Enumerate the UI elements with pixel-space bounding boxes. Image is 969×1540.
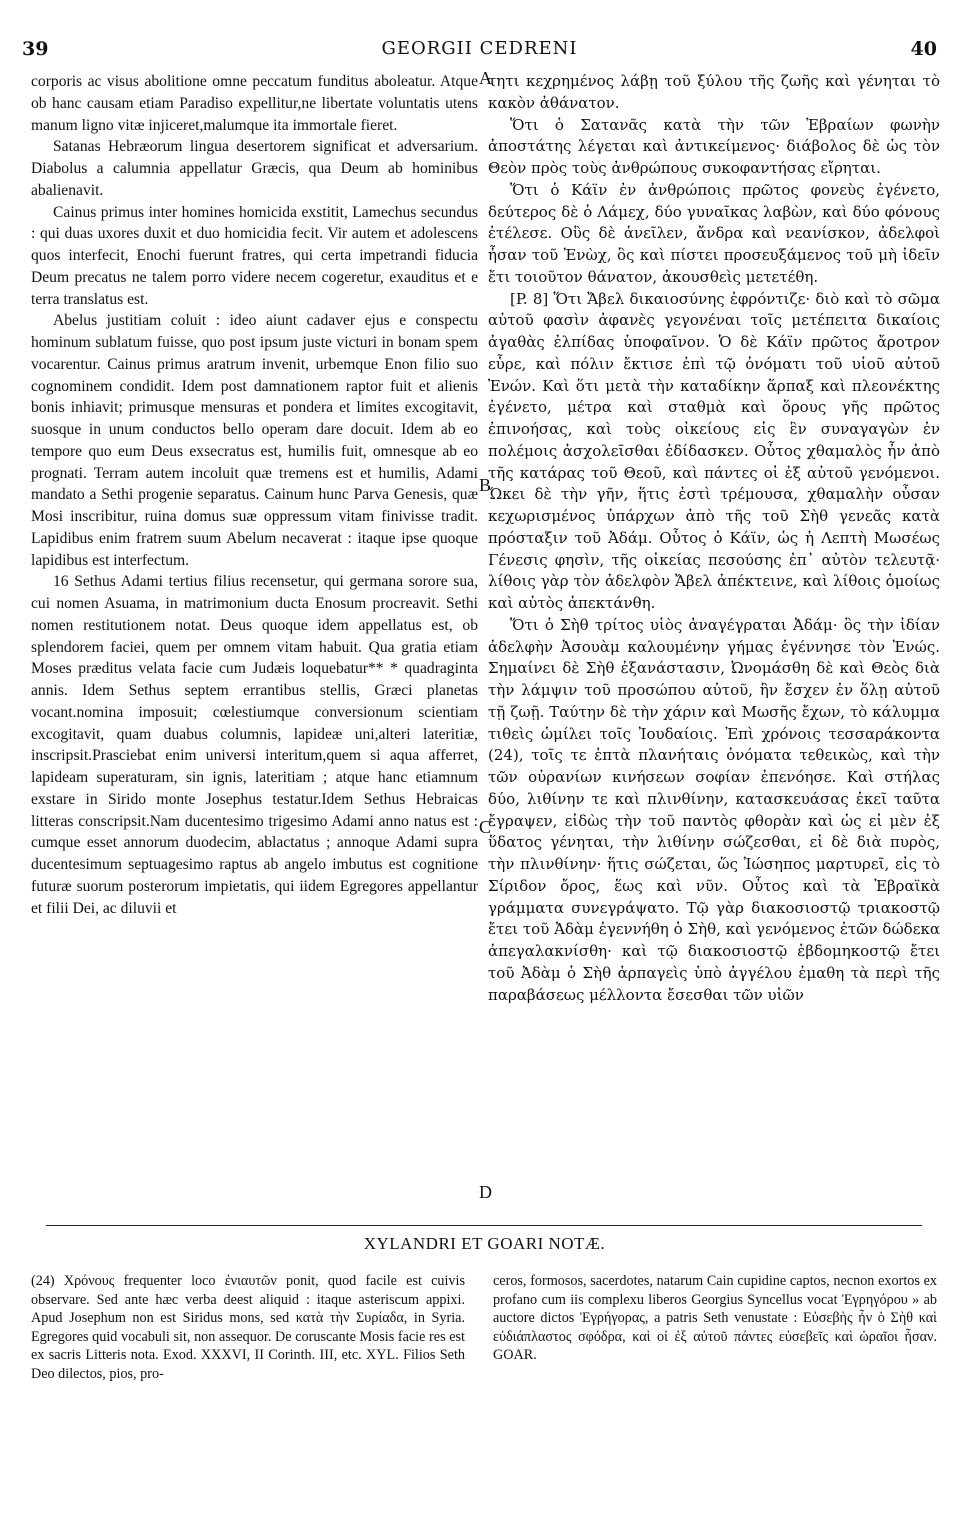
margin-marker-b: B <box>479 475 492 495</box>
margin-marker-a: A <box>479 68 492 88</box>
latin-paragraph: Satanas Hebræorum lingua desertorem significat et adversarium. Diabolus a calumnia appellatur Græcis, qua Deum ab hominibus abalienavit. <box>31 138 478 199</box>
running-title: GEORGII CEDRENI <box>381 38 578 59</box>
latin-paragraph: corporis ac visus abolitione omne peccatum funditus aboleatur. Atque ob hanc causam etiam Paradiso expellitur,ne libertate voluntatis utens manum ligno vitæ injiceret,malumque ita immortale fieret. <box>31 73 478 134</box>
page-header <box>22 38 937 62</box>
latin-paragraph: Abelus justitiam coluit : ideo aiunt cadaver ejus e conspectu hominum sublatum fuisse, quo post ipsum juste victuri in bonam spem vocarentur. Cainus primus aratrum invenit, urbemque Enon filio suo cognominem condidit. Idem post damnationem raptor fuit et alienis bonis inhiavit; primusque mensuras et pondera et limites excogitavit, suosque in unum conductos bello operam dare docuit. Idem ab eo tempore quo eum Deus exsecratus est, humilis fuit, omnesque ab eo prognati. Terram autem incoluit quæ tremens est et humilis, Adami mandato a Sethi progenie separatus. Cainum hunc Parva Genesis, quæ Mosi inscribitur, ruina domus suæ oppressum vitam finivisse tradit. Lapidibus enim fratrem suum Abelum necaverat : itaque ipse quoque lapidibus est interfectum. <box>31 312 478 569</box>
greek-paragraph: [P. 8] Ὅτι Ἄβελ δικαιοσύνης ἐφρόντιζε· διὸ καὶ τὸ σῶμα αὐτοῦ φασὶν ἀφανὲς γεγονέναι τοῖς μετέπειτα δικαίοις ἀγαθὰς ἐλπίδας ὑποφαῖνον. Ὁ δὲ Κάϊν πρῶτος ἄροτρον εὗρε, καὶ πόλιν ἔκτισε ἐπὶ τῷ ὀνόματι τοῦ υἱοῦ αὐτοῦ Ἐνών. Καὶ ὅτι μετὰ τὴν καταδίκην ἅρπαξ καὶ πλεονέκτης ἐγένετο, μέτρα καὶ σταθμὰ καὶ ὅρους γῆς πρῶτος ἐπινοήσας, καὶ τοὺς οἰκείους εἰς ἓν συναγαγὼν ἐν πολέμοις ἀσχολεῖσθαι ἐδίδασκεν. Οὗτος χθαμαλὸς ἦν ἀπὸ τῆς κατάρας τοῦ Θεοῦ, καὶ πάντες οἱ ἐξ αὐτοῦ γενόμενοι. Ὤκει δὲ τὴν γῆν, ἥτις ἐστὶ τρέμουσα, χθαμαλὴν οὖσαν κεχωρισμένος ὑπάρχων ἀπὸ τῆς τοῦ Σὴθ γενεᾶς κατὰ πρόσταξιν τοῦ Ἀδάμ. Οὗτος ὁ Κάϊν, ὡς ἡ Λεπτὴ Μωσέως Γένεσις φησὶν, τῆς οἰκείας πεσούσης ἐπ᾽ αὐτὸν τελευτᾷ· λίθοις γὰρ τὸν ἀδελφὸν Ἄβελ ἀπέκτεινε, καὶ λίθοις ὁμοίως καὶ αὐτὸς ἀπεκτάνθη. <box>488 289 940 612</box>
greek-column <box>488 71 940 1006</box>
note-paragraph: ceros, formosos, sacerdotes, natarum Cain cupidine captos, necnon exortos ex profano cum iis complexu liberos Georgius Syncellus vocat Ἐγρηγόρου » ab auctore dictos Ἐγρήγορας, a patris Seth venustate : Εὐσεβὴς ἦν ὁ Σὴθ καὶ εὐδιάπλαστος σφόδρα, καὶ οἱ ἐξ αὐτοῦ πάντες εὐσεβεῖς καὶ ὡραῖοι ἦσαν. GOAR. <box>493 1273 937 1363</box>
note-paragraph: (24) Χρόνους frequenter loco ἐνιαυτῶν ponit, quod facile est cuivis observare. Sed ante hæc verba deest aliquid : itaque asteriscum appixi. Apud Josephum non est Siridus mons, sed κατὰ τὴν Συρίαδα, in Syria. Egregores quid vocabuli sit, non assequor. De coruscante Mosis facie res est ex sacris Litteris nota. Exod. XXXVI, II Corinth. III, etc. XYL. Filios Seth Deo dilectos, pios, pro- <box>31 1273 465 1382</box>
margin-marker-c: C <box>479 817 492 837</box>
notes-left-column <box>31 1272 465 1383</box>
notes-separator <box>46 1225 922 1226</box>
page-number-left: 39 <box>22 38 49 60</box>
notes-right-column <box>493 1272 937 1365</box>
greek-paragraph: τητι κεχρημένος λάβῃ τοῦ ξύλου τῆς ζωῆς καὶ γένηται τὸ κακὸν ἀθάνατον. <box>488 72 940 112</box>
greek-paragraph: Ὅτι ὁ Κάϊν ἐν ἀνθρώποις πρῶτος φονεὺς ἐγένετο, δεύτερος δὲ ὁ Λάμεχ, δύο γυναῖκας λαβὼν, καὶ δύο φόνους ἐτέλεσε. Οὓς δὲ ἀνεῖλεν, ἄνδρα καὶ νεανίσκον, ἀδελφοὶ ἦσαν τοῦ Ἐνὼχ, ὃς καὶ πίστει προσευξάμενος τοῦ μὴ ἰδεῖν ἔτι τοιοῦτον θάνατον, ἀκουσθεὶς μετετέθη. <box>488 180 940 286</box>
page-number-right: 40 <box>910 38 937 60</box>
latin-paragraph: 16 Sethus Adami tertius filius recensetur, qui germana sorore sua, cui nomen Asuama, in matrimonium ducta Enosum procreavit. Sethi nomen restitutionem notat. Deus quoque idem appellatus est, ob splendorem faciei, quem per omnem vitam habuit. Qua gratia etiam Moses præditus velata facie cum Judæis loquebatur** * quadraginta annis. Idem Sethus septem errantibus stellis, Græci planetas vocant.nomina imposuit; cœlestiumque conversionum scientiam excogitavit, quam duabus columnis, lapideæ uni,alteri lateritiæ, inscripsit.Prasciebat enim universi interitum,quem si aqua afferret, lapideam superaturam, sin ignis, lateritiam ; atque hanc etiamnum exstare in Sirido monte Josephus testatur.Idem Sethus Hebraicas litteras conscripsit.Nam ducentesimo trigesimo Adami anno natus est : cumque esset annorum duodecim, ablactatus ; annoque Adami supra ducentesimum septuagesimo raptus ab angelo imbutus est cognitione futuræ suorum posterorum impietatis, qui iidem Egregores appellantur et filii Dei, ac diluvii et <box>31 573 478 917</box>
latin-column <box>31 71 478 919</box>
latin-paragraph: Cainus primus inter homines homicida exstitit, Lamechus secundus : qui duas uxores duxit et duo homicidia fecit. Vir autem et adolescens quos interfecit, Enochi fuerunt fratres, qui certa impetrandi fiducia Deum precatus ne talem porro videre necem cogeretur, exauditus et e terra translatus est. <box>31 203 478 308</box>
margin-marker-d: D <box>479 1182 492 1202</box>
greek-paragraph: Ὅτι ὁ Σατανᾶς κατὰ τὴν τῶν Ἑβραίων φωνὴν ἀποστάτης λέγεται καὶ ἀντικείμενος· διάβολος δὲ ὡς τὸν Θεὸν πρὸς τοὺς ἀνθρώπους συκοφαντήσας εἴρηται. <box>488 115 940 177</box>
notes-title: XYLANDRI ET GOARI NOTÆ. <box>363 1234 606 1253</box>
greek-paragraph: Ὅτι ὁ Σὴθ τρίτος υἱὸς ἀναγέγραται Ἀδάμ· ὃς τὴν ἰδίαν ἀδελφὴν Ἀσουὰμ καλουμένην γήμας ἐγέννησε τὸν Ἐνώς. Σημαίνει δὲ Σὴθ ἐξανάστασιν, Ὠνομάσθη δὲ καὶ Θεὸς διὰ τὴν λάμψιν τοῦ προσώπου αὐτοῦ, ἣν ἔσχεν ἐν ὅλῃ αὐτοῦ τῇ ζωῇ. Ταύτην δὲ τὴν χάριν καὶ Μωσῆς ἔχων, τὸ κάλυμμα τιθεὶς ὡμίλει τοῖς Ἰουδαίοις. Ἐπὶ χρόνοις τεσσαράκοντα (24), τοῖς τε ἑπτὰ πλανήταις ὀνόματα τεθεικὼς, καὶ τὴν τῶν οὐρανίων κινήσεων σοφίαν ἐπενόησε. Καὶ στήλας δύο, λιθίνην τε καὶ πλινθίνην, κατασκευάσας ἐκεῖ ταῦτα ἔγραψεν, εἰδὼς τὴν τοῦ παντὸς φθορὰν καὶ ὡς εἰ μὲν ἐξ ὕδατος γένηται, τὴν λιθίνην σώζεσθαι, εἰ δὲ διὰ πυρὸς, τὴν πλινθίνην· ἥτις σώζεται, ὥς Ἰώσηπος μαρτυρεῖ, εἰς τὸ Σίριδον ὄρος, ἕως καὶ νῦν. Οὗτος καὶ τὰ Ἑβραϊκὰ γράμματα συνεγράψατο. Τῷ γὰρ διακοσιοστῷ τριακοστῷ ἔτει τοῦ Ἀδὰμ ἐγεννήθη ὁ Σὴθ, καὶ γενόμενος ἐτῶν δώδεκα ἀπεγαλακνίσθη· καὶ τῷ διακοσιοστῷ ἑβδομηκοστῷ ἔτει τοῦ Ἀδὰμ ὁ Σὴθ ἁρπαγεὶς ὑπὸ ἀγγέλου ἐμαθη τὰ περὶ τῆς παραβάσεως μέλλοντα ἔσεσθαι τῶν υἱῶν <box>488 615 940 1004</box>
